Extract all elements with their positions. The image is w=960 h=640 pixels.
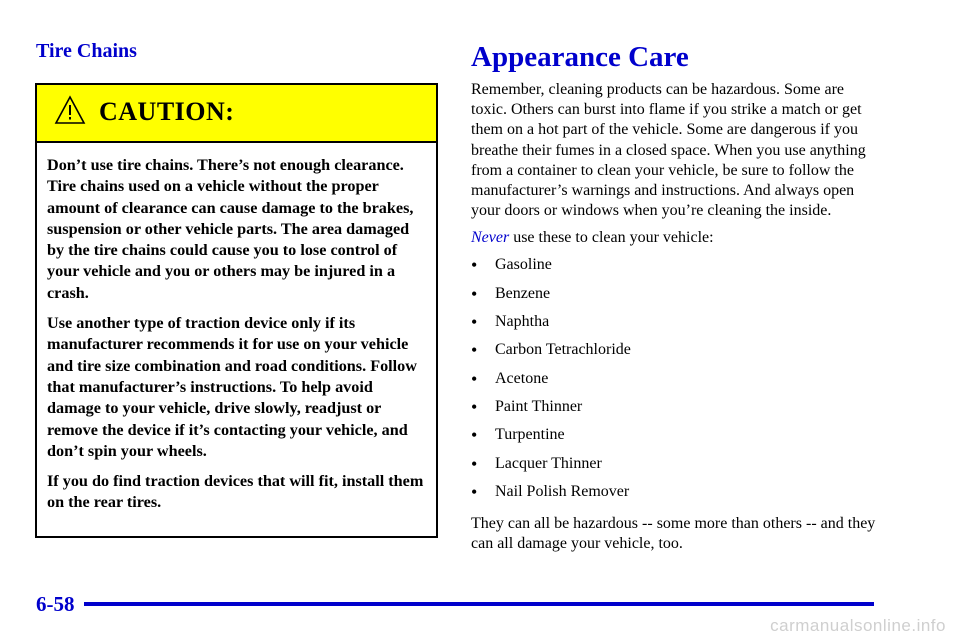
warning-triangle-icon <box>54 95 86 125</box>
bullet-icon: • <box>471 312 478 333</box>
bullet-icon: • <box>471 340 478 361</box>
intro-paragraph: Remember, cleaning products can be hazardous. Some are toxic. Others can burst into flame if you strike a match or get them on a hot part of the vehicle. Some are dangerous if you breathe their fumes in a closed space. When you use anything from a container to clean your vehicle, be sure to follow the manufacturer’s warnings and instructions. And always open your doors or windows when you’re cleaning the inside. <box>471 81 866 220</box>
caution-paragraph: Use another type of traction device only if its manufacturer recommends it for use on your vehicle and tire size combination and road conditions. Follow that manufacturer’s instructions. To help avoid damage to your vehicle, drive slowly, readjust or remove the device if it’s contacting your vehicle, and don’t spin your wheels. <box>47 314 417 460</box>
bullet-icon: • <box>471 396 478 417</box>
list-item <box>471 255 881 283</box>
list-item-label: Gasoline <box>495 256 552 274</box>
caution-body <box>37 143 436 514</box>
bullet-icon: • <box>471 425 478 446</box>
page-title: Appearance Care <box>471 41 689 73</box>
caution-paragraph: If you do find traction devices that will fit, install them on the rear tires. <box>47 472 424 512</box>
list-item-label: Turpentine <box>495 426 565 444</box>
list-item <box>471 397 881 425</box>
bullet-list <box>471 255 881 510</box>
list-item <box>471 340 881 368</box>
page-number: 6-58 <box>36 592 75 616</box>
list-item <box>471 454 881 482</box>
list-item-label: Nail Polish Remover <box>495 482 630 500</box>
list-item-label: Lacquer Thinner <box>495 454 602 472</box>
list-item <box>471 425 881 453</box>
list-item-label: Naphtha <box>495 313 550 331</box>
caution-paragraph: Don’t use tire chains. There’s not enough clearance. Tire chains used on a vehicle without the proper amount of clearance can cause damage to the brakes, suspension or other vehicle parts. The area damaged by the tire chains could cause you to lose control of your vehicle and you or others may be injured in a crash. <box>47 156 414 302</box>
caution-label: CAUTION: <box>99 97 235 126</box>
caution-header <box>37 85 436 143</box>
list-item <box>471 312 881 340</box>
bullet-icon: • <box>471 368 478 389</box>
right-column <box>471 42 881 555</box>
bullet-icon: • <box>471 283 478 304</box>
list-item-label: Carbon Tetrachloride <box>495 341 631 359</box>
list-item-label: Acetone <box>495 369 549 387</box>
bullet-icon: • <box>471 255 478 276</box>
list-item-label: Paint Thinner <box>495 397 583 415</box>
never-line <box>471 229 881 247</box>
list-item <box>471 369 881 397</box>
page-divider <box>84 602 874 606</box>
caution-box <box>35 83 438 538</box>
never-rest: use these to clean your vehicle: <box>509 229 714 247</box>
list-item <box>471 482 881 510</box>
section-title-tire-chains: Tire Chains <box>36 40 137 62</box>
bullet-icon: • <box>471 453 478 474</box>
watermark: carmanualsonline.info <box>770 616 946 635</box>
closing-paragraph: They can all be hazardous -- some more than others -- and they can all damage your vehicle, too. <box>471 515 876 553</box>
list-item-label: Benzene <box>495 284 551 302</box>
list-item <box>471 284 881 312</box>
bullet-icon: • <box>471 481 478 502</box>
never-word: Never <box>471 229 510 247</box>
